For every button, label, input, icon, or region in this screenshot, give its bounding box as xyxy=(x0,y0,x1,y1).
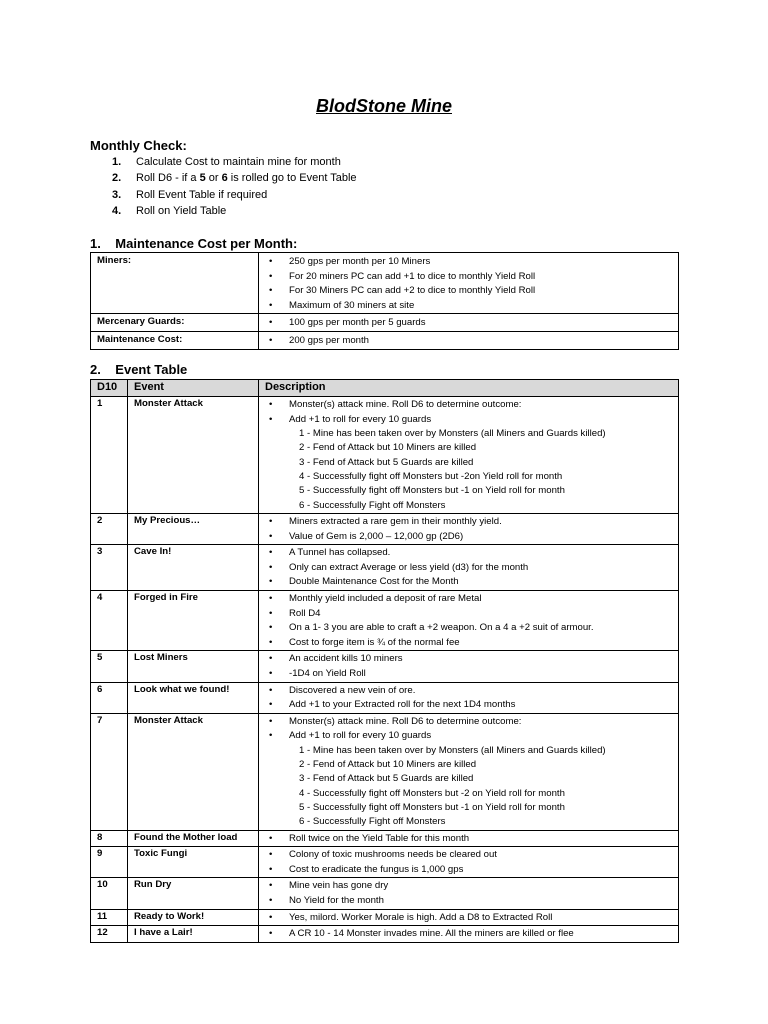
column-header-description: Description xyxy=(259,380,679,397)
bullet-item: • Add +1 to roll for every 10 guards xyxy=(265,413,672,428)
event-name: Monster Attack xyxy=(128,397,259,514)
bullet-list xyxy=(265,546,672,590)
bullet-item: • Maximum of 30 miners at site xyxy=(265,299,672,314)
bullet-list xyxy=(265,832,672,847)
cost-label: Miners: xyxy=(91,253,259,314)
event-name: Monster Attack xyxy=(128,713,259,830)
d10-value: 7 xyxy=(91,713,128,830)
column-header-d10: D10 xyxy=(91,380,128,397)
bullet-item: • Cost to eradicate the fungus is 1,000 gps xyxy=(265,863,672,878)
event-name: Toxic Fungi xyxy=(128,847,259,878)
bullet-item: • Mine vein has gone dry xyxy=(265,879,672,894)
cost-label: Maintenance Cost: xyxy=(91,331,259,349)
cost-details xyxy=(259,331,679,349)
event-name: Ready to Work! xyxy=(128,909,259,926)
outcome-line: 3 - Fend of Attack but 5 Guards are killed xyxy=(299,456,474,468)
bullet-list xyxy=(265,684,672,713)
bullet-item: • No Yield for the month xyxy=(265,894,672,909)
event-description xyxy=(259,545,679,591)
bullet-item: • Monster(s) attack mine. Roll D6 to determine outcome: xyxy=(265,715,672,730)
d10-value: 10 xyxy=(91,878,128,909)
event-table xyxy=(90,379,679,943)
bullet-list xyxy=(265,592,672,650)
table-row xyxy=(91,253,679,314)
d10-value: 12 xyxy=(91,926,128,943)
bullet-list xyxy=(265,715,672,744)
table-row xyxy=(91,331,679,349)
event-description xyxy=(259,830,679,847)
event-name: Found the Mother load xyxy=(128,830,259,847)
cost-label: Mercenary Guards: xyxy=(91,314,259,332)
outcome-line: 2 - Fend of Attack but 10 Miners are killed xyxy=(299,442,477,454)
bullet-item: • 200 gps per month xyxy=(265,334,672,349)
bullet-item: • Roll D4 xyxy=(265,607,672,622)
bullet-item: • For 30 Miners PC can add +2 to dice to monthly Yield Roll xyxy=(265,284,672,299)
d10-value: 2 xyxy=(91,513,128,544)
event-description xyxy=(259,590,679,650)
outcome-line: 5 - Successfully fight off Monsters but -1 on Yield roll for month xyxy=(299,802,565,814)
d10-value: 5 xyxy=(91,651,128,682)
bullet-item: • An accident kills 10 miners xyxy=(265,652,672,667)
cost-details xyxy=(259,314,679,332)
outcome-line: 6 - Successfully Fight off Monsters xyxy=(299,499,446,511)
event-description xyxy=(259,713,679,830)
d10-value: 8 xyxy=(91,830,128,847)
event-name: Forged in Fire xyxy=(128,590,259,650)
event-name: Run Dry xyxy=(128,878,259,909)
table-row xyxy=(91,926,679,943)
bullet-item: • A CR 10 - 14 Monster invades mine. All the miners are killed or flee xyxy=(265,927,672,942)
event-description xyxy=(259,513,679,544)
table-row xyxy=(91,397,679,514)
d10-value: 6 xyxy=(91,682,128,713)
table-row xyxy=(91,513,679,544)
bullet-item: • Cost to forge item is ¾ of the normal fee xyxy=(265,636,672,651)
bullet-list xyxy=(265,652,672,681)
bullet-item: • Yes, milord. Worker Morale is high. Add a D8 to Extracted Roll xyxy=(265,911,672,926)
outcome-line: 1 - Mine has been taken over by Monsters (all Miners and Guards killed) xyxy=(299,744,606,756)
bullet-item: • A Tunnel has collapsed. xyxy=(265,546,672,561)
list-item: 1. Calculate Cost to maintain mine for month xyxy=(112,156,341,168)
event-description xyxy=(259,682,679,713)
event-name: My Precious… xyxy=(128,513,259,544)
table-row xyxy=(91,847,679,878)
event-description xyxy=(259,926,679,943)
event-description xyxy=(259,397,679,514)
outcome-line: 4 - Successfully fight off Monsters but -2 on Yield roll for month xyxy=(299,787,565,799)
bullet-item: • Value of Gem is 2,000 – 12,000 gp (2D6) xyxy=(265,530,672,545)
event-name: Look what we found! xyxy=(128,682,259,713)
bullet-list xyxy=(265,927,672,942)
event-description xyxy=(259,909,679,926)
event-name: I have a Lair! xyxy=(128,926,259,943)
column-header-event: Event xyxy=(128,380,259,397)
event-name: Lost Miners xyxy=(128,651,259,682)
bullet-item: • -1D4 on Yield Roll xyxy=(265,667,672,682)
bullet-item: • Colony of toxic mushrooms needs be cleared out xyxy=(265,848,672,863)
outcome-line: 1 - Mine has been taken over by Monsters (all Miners and Guards killed) xyxy=(299,428,606,440)
table-row xyxy=(91,314,679,332)
bullet-item: • Monthly yield included a deposit of rare Metal xyxy=(265,592,672,607)
bullet-list xyxy=(265,515,672,544)
bullet-list xyxy=(265,255,672,313)
outcome-line: 3 - Fend of Attack but 5 Guards are killed xyxy=(299,773,474,785)
table-row xyxy=(91,713,679,830)
outcome-line: 2 - Fend of Attack but 10 Miners are killed xyxy=(299,759,477,771)
bullet-item: • 250 gps per month per 10 Miners xyxy=(265,255,672,270)
bullet-item: • Add +1 to roll for every 10 guards xyxy=(265,729,672,744)
bullet-list xyxy=(265,911,672,926)
bullet-list xyxy=(265,334,672,349)
monthly-check-heading: Monthly Check: xyxy=(90,138,187,153)
list-item: 3. Roll Event Table if required xyxy=(112,188,268,201)
list-item: 2. Roll D6 - if a 5 or 6 is rolled go to Event Table xyxy=(112,172,357,185)
table-row xyxy=(91,830,679,847)
bullet-item: • Miners extracted a rare gem in their monthly yield. xyxy=(265,515,672,530)
bullet-item: • Discovered a new vein of ore. xyxy=(265,684,672,699)
event-description xyxy=(259,847,679,878)
table-header-row xyxy=(91,380,679,397)
event-description xyxy=(259,878,679,909)
table-row xyxy=(91,682,679,713)
table-row xyxy=(91,545,679,591)
outcome-line: 5 - Successfully fight off Monsters but -1 on Yield roll for month xyxy=(299,485,565,497)
bullet-item: • Add +1 to your Extracted roll for the next 1D4 months xyxy=(265,698,672,713)
table-row xyxy=(91,651,679,682)
bullet-item: • Double Maintenance Cost for the Month xyxy=(265,575,672,590)
table-row xyxy=(91,909,679,926)
outcome-line: 4 - Successfully fight off Monsters but -2on Yield roll for month xyxy=(299,471,563,483)
document-title: BlodStone Mine xyxy=(316,96,452,116)
table-row xyxy=(91,878,679,909)
list-item: 4. Roll on Yield Table xyxy=(112,204,227,217)
event-name: Cave In! xyxy=(128,545,259,591)
event-table-heading: 2. Event Table xyxy=(90,362,188,377)
bullet-item: • On a 1- 3 you are able to craft a +2 weapon. On a 4 a +2 suit of armour. xyxy=(265,621,672,636)
table-row xyxy=(91,590,679,650)
d10-value: 4 xyxy=(91,590,128,650)
monthly-check-list xyxy=(112,154,357,219)
maintenance-table xyxy=(90,252,679,350)
bullet-list xyxy=(265,879,672,908)
bullet-item: • For 20 miners PC can add +1 to dice to monthly Yield Roll xyxy=(265,270,672,285)
outcome-line: 6 - Successfully Fight off Monsters xyxy=(299,816,446,828)
bullet-item: • 100 gps per month per 5 guards xyxy=(265,316,672,331)
bullet-list xyxy=(265,316,672,331)
d10-value: 11 xyxy=(91,909,128,926)
d10-value: 9 xyxy=(91,847,128,878)
d10-value: 3 xyxy=(91,545,128,591)
event-description xyxy=(259,651,679,682)
bullet-item: • Only can extract Average or less yield (d3) for the month xyxy=(265,561,672,576)
maintenance-heading: 1. Maintenance Cost per Month: xyxy=(90,236,298,251)
bullet-list xyxy=(265,398,672,427)
bullet-item: • Roll twice on the Yield Table for this month xyxy=(265,832,672,847)
bullet-item: • Monster(s) attack mine. Roll D6 to determine outcome: xyxy=(265,398,672,413)
cost-details xyxy=(259,253,679,314)
bullet-list xyxy=(265,848,672,877)
d10-value: 1 xyxy=(91,397,128,514)
